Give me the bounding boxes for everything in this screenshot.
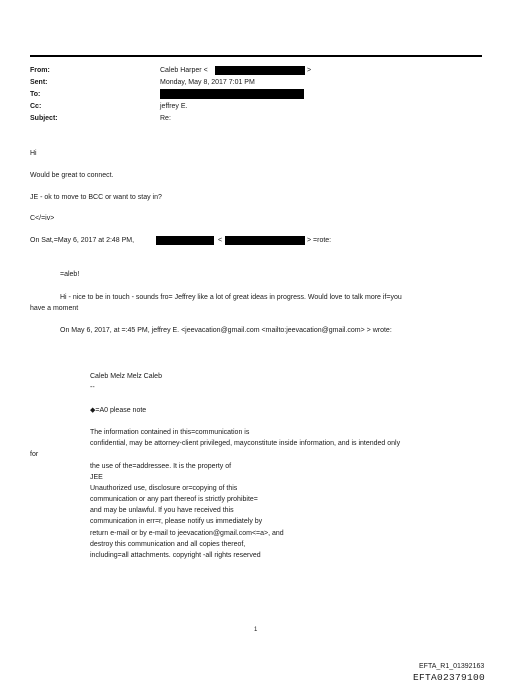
page-number: 1: [254, 627, 258, 633]
cc-value: jeffrey E.: [160, 103, 188, 110]
disclaimer-line: the use of the=addressee. It is the property of: [90, 463, 232, 470]
from-value-suffix: >: [307, 67, 312, 74]
to-label: To:: [30, 91, 41, 98]
footer-id-2: EFTA02379100: [413, 672, 486, 683]
note-line: ◆=A0 please note: [90, 407, 147, 414]
cc-label: Cc:: [30, 103, 42, 110]
redaction-bar: [225, 236, 305, 245]
quote-header-2: On May 6, 2017, at =:45 PM, jeffrey E. <jeevacation@gmail.com <mailto:jeevacation@gmail.com> > wrote:: [60, 327, 392, 334]
footer-id-1: EFTA_R1_01392163: [419, 663, 485, 670]
reply-line: Hi - nice to be in touch - sounds fro= Jeffrey like a lot of great ideas in progress. Would love to talk more if=you: [60, 294, 402, 301]
subject-value: Re:: [160, 115, 171, 122]
header-rule: [30, 55, 482, 57]
redaction-bar: [156, 236, 214, 245]
disclaimer-line: including=all attachments. copyright -all rights reserved: [90, 552, 261, 559]
signature-names: Caleb Melz Melz Caleb: [90, 373, 162, 380]
from-label: From:: [30, 67, 50, 74]
from-value-prefix: Caleb Harper <: [160, 67, 208, 74]
body-line: C</=iv>: [30, 215, 55, 222]
greeting: Hi: [30, 150, 37, 157]
body-line: Would be great to connect.: [30, 172, 114, 179]
signature-dashes: --: [90, 384, 95, 391]
disclaimer-line: JEE: [90, 474, 103, 481]
disclaimer-line: communication in err=r, please notify us immediately by: [90, 518, 263, 525]
salutation: =aleb!: [60, 271, 80, 278]
subject-label: Subject:: [30, 115, 58, 122]
quote-header-lt: <: [218, 237, 223, 244]
disclaimer-line: Unauthorized use, disclosure or=copying of this: [90, 485, 238, 492]
disclaimer-line: The information contained in this=communication is: [90, 429, 250, 436]
body-line: JE - ok to move to BCC or want to stay in?: [30, 194, 162, 201]
redaction-bar: [215, 66, 305, 75]
sent-value: Monday, May 8, 2017 7:01 PM: [160, 79, 255, 86]
disclaimer-line: confidential, may be attorney-client privileged, mayconstitute inside information, and is intended only: [90, 440, 401, 447]
redaction-bar: [160, 89, 304, 99]
quote-header-suffix: > =rote:: [307, 237, 332, 244]
disclaimer-line: communication or any part thereof is strictly prohibite=: [90, 496, 258, 503]
disclaimer-line: destroy this communication and all copies thereof,: [90, 541, 246, 548]
disclaimer-line: for: [30, 451, 39, 458]
disclaimer-line: return e-mail or by e-mail to jeevacation@gmail.com<=a>, and: [90, 530, 284, 537]
reply-line: have a moment: [30, 305, 79, 312]
quote-header-prefix: On Sat,=May 6, 2017 at 2:48 PM,: [30, 237, 135, 244]
disclaimer-line: and may be unlawful. If you have received this: [90, 507, 234, 514]
sent-label: Sent:: [30, 79, 48, 86]
